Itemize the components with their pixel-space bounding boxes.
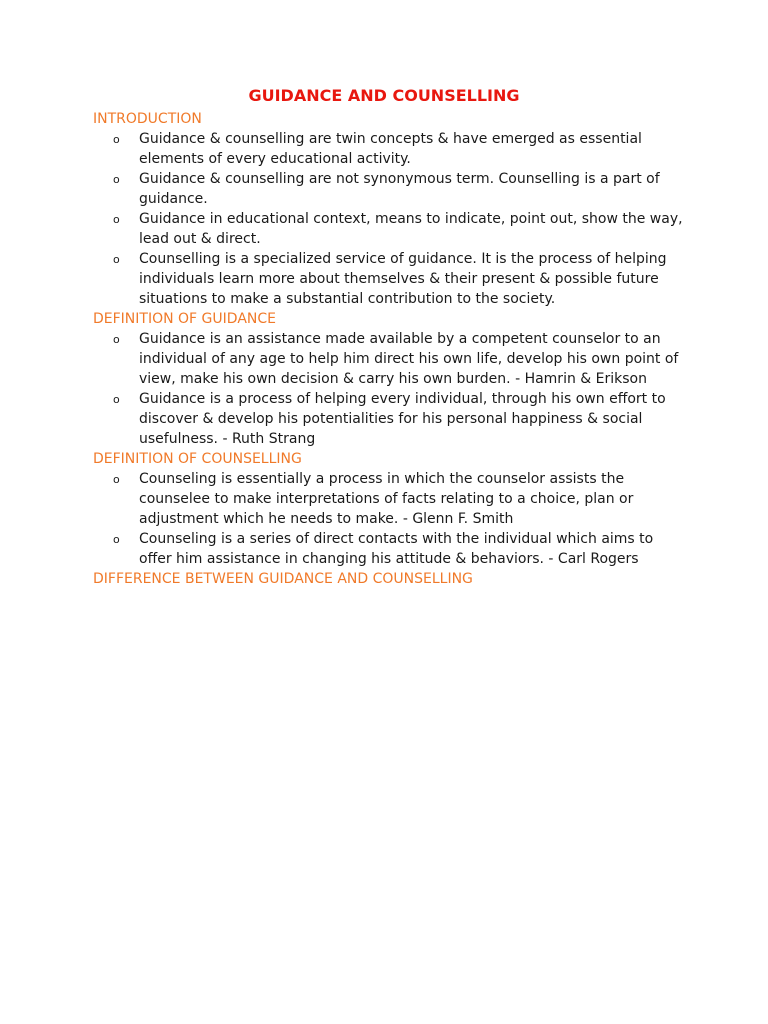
bullet-text: Counseling is essentially a process in which the counselor assists the counselee to make interpretations of facts relating to a choice, plan or adjustment which he needs to make. - Glenn F. Smith xyxy=(139,471,634,527)
bullet-text: Counseling is a series of direct contacts with the individual which aims to offer him assistance in changing his attitude & behaviors. - Carl Rogers xyxy=(139,531,654,567)
bullet-marker: o xyxy=(113,133,120,146)
section-heading: DIFFERENCE BETWEEN GUIDANCE AND COUNSELLING xyxy=(93,571,473,587)
document-body xyxy=(93,109,683,589)
document-title: GUIDANCE AND COUNSELLING xyxy=(248,86,520,105)
bullet-text: Guidance & counselling are twin concepts & have emerged as essential elements of every educational activity. xyxy=(139,131,642,167)
section-heading: DEFINITION OF COUNSELLING xyxy=(93,451,302,467)
bullet-text: Guidance in educational context, means to indicate, point out, show the way, lead out & direct. xyxy=(139,211,683,247)
bullet-text: Guidance is a process of helping every individual, through his own effort to discover & develop his potentialities for his personal happiness & social usefulness. - Ruth Strang xyxy=(139,391,666,447)
section-introduction xyxy=(93,109,683,309)
bullet-item xyxy=(113,249,683,309)
bullet-marker: o xyxy=(113,393,120,406)
bullet-marker: o xyxy=(113,333,120,346)
section-definition-of-counselling xyxy=(93,449,683,569)
bullet-marker: o xyxy=(113,173,120,186)
section-heading: INTRODUCTION xyxy=(93,111,202,127)
bullet-text: Counselling is a specialized service of guidance. It is the process of helping individuals learn more about themselves & their present & possible future situations to make a substantial contribution to the society. xyxy=(139,251,667,307)
bullet-item xyxy=(113,389,683,449)
bullet-item xyxy=(113,169,683,209)
bullet-item xyxy=(113,529,683,569)
bullet-item xyxy=(113,329,683,389)
bullet-marker: o xyxy=(113,213,120,226)
section-definition-of-guidance xyxy=(93,309,683,449)
bullet-marker: o xyxy=(113,473,120,486)
bullet-item xyxy=(113,469,683,529)
bullet-item xyxy=(113,209,683,249)
bullet-list xyxy=(93,129,683,309)
bullet-list xyxy=(93,329,683,449)
bullet-marker: o xyxy=(113,533,120,546)
bullet-list xyxy=(93,469,683,569)
bullet-text: Guidance is an assistance made available by a competent counselor to an individual of any age to help him direct his own life, develop his own point of view, make his own decision & carry his own burden. - Hamrin & Erikson xyxy=(139,331,679,387)
bullet-marker: o xyxy=(113,253,120,266)
bullet-item xyxy=(113,129,683,169)
section-difference xyxy=(93,569,683,589)
section-heading: DEFINITION OF GUIDANCE xyxy=(93,311,276,327)
bullet-text: Guidance & counselling are not synonymous term. Counselling is a part of guidance. xyxy=(139,171,660,207)
